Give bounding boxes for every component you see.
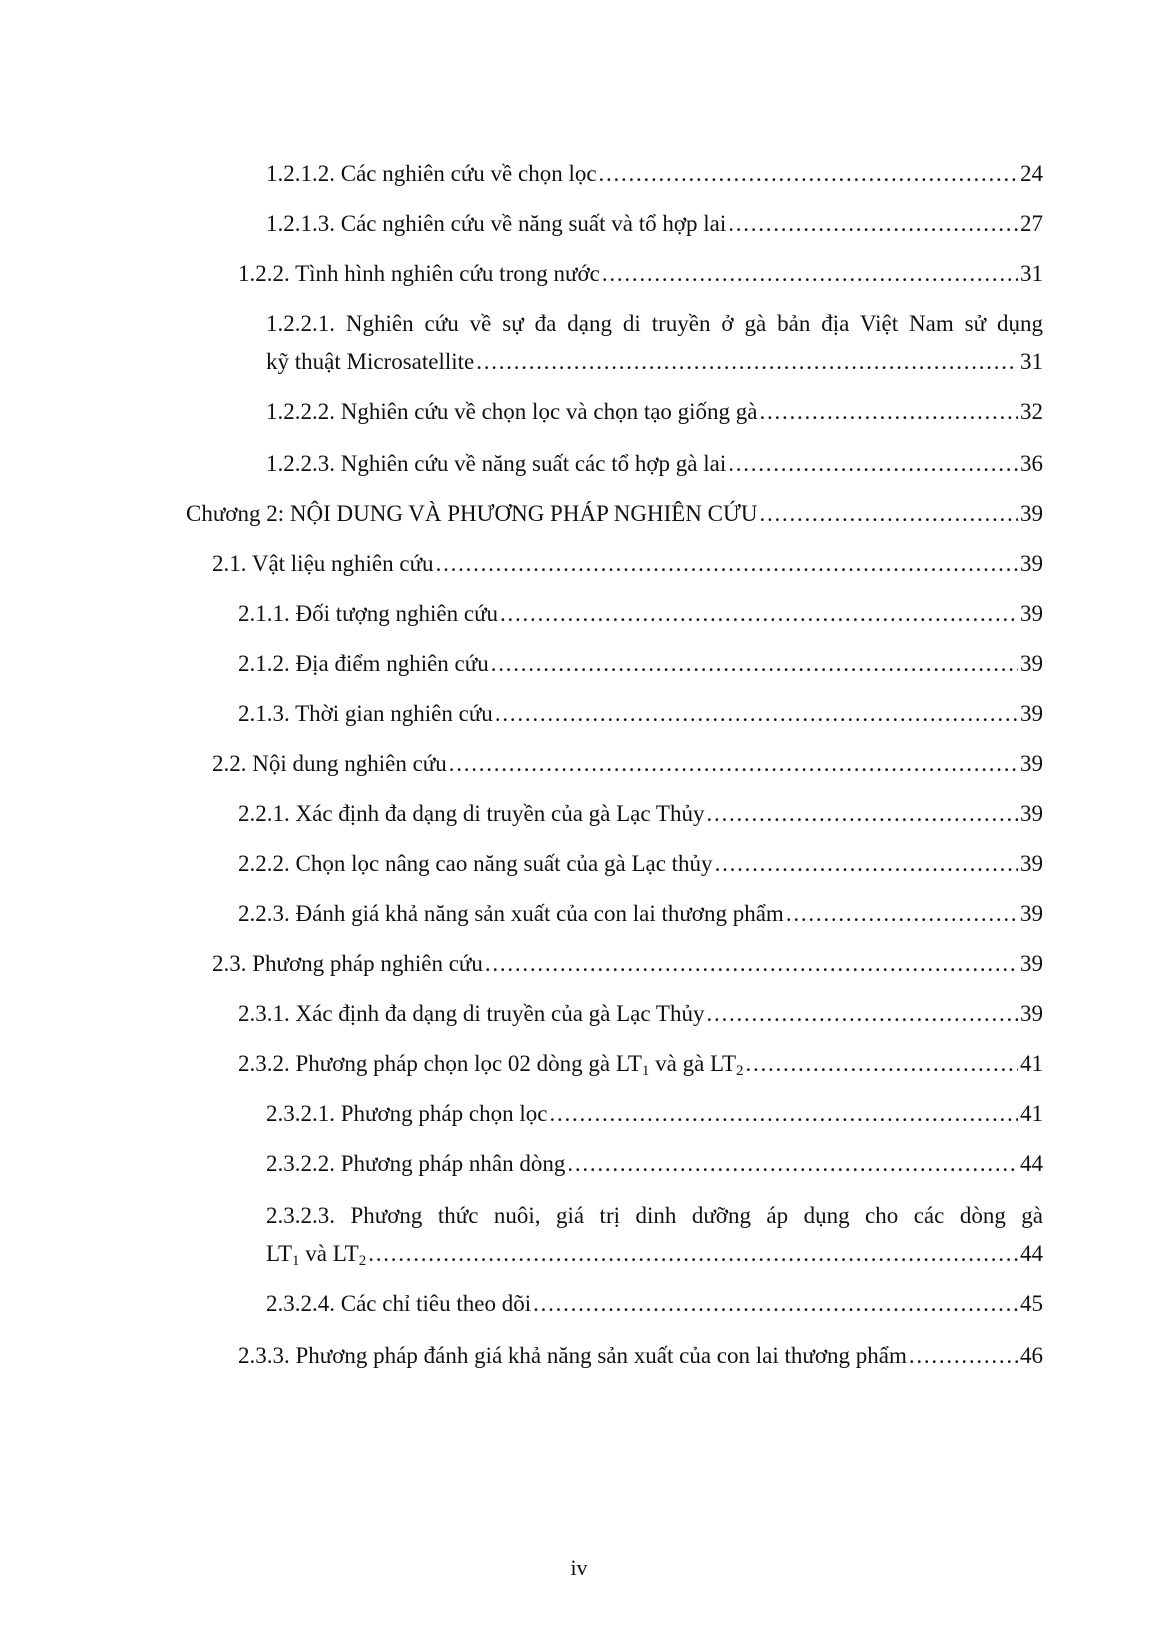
toc-entry-page: 36 [1020, 451, 1043, 476]
toc-entry-title-line1: 2.3.2.3. Phương thức nuôi, giá trị dinh dưỡng áp dụng cho các dòng gà [266, 1203, 1043, 1228]
toc-entry[interactable] [266, 310, 1043, 376]
toc-entry-title: kỹ thuật Microsatellite [266, 349, 475, 374]
toc-entry[interactable] [266, 160, 1043, 188]
toc-entry-title: 2.3. Phương pháp nghiên cứu [212, 951, 483, 976]
toc-entry[interactable] [266, 210, 1043, 238]
toc-entry[interactable] [238, 900, 1043, 928]
dot-leader [495, 700, 1018, 728]
toc-entry-title: 1.2.2.3. Nghiên cứu về năng suất các tổ hợp gà lai [266, 451, 727, 476]
dot-leader [759, 500, 1018, 528]
toc-entry[interactable] [266, 1290, 1043, 1318]
toc-entry-page: 31 [1020, 349, 1043, 374]
toc-entry-title: 2.2. Nội dung nghiên cứu [212, 751, 447, 776]
dot-leader [728, 450, 1018, 478]
dot-leader [567, 1150, 1018, 1178]
toc-entry-title: 2.1. Vật liệu nghiên cứu [212, 551, 434, 576]
toc-entry-title: 1.2.2.2. Nghiên cứu về chọn lọc và chọn tạo giống gà [266, 399, 758, 424]
dot-leader [368, 1240, 1018, 1268]
toc-entry-title: 2.1.1. Đối tượng nghiên cứu [238, 601, 499, 626]
dot-leader [706, 1000, 1018, 1028]
dot-leader [746, 1050, 1018, 1078]
toc-entry-page: 24 [1020, 161, 1043, 186]
toc-entry-page: 39 [1020, 651, 1043, 676]
toc-entry[interactable] [238, 1000, 1043, 1028]
toc-entry-chapter[interactable] [186, 500, 1043, 528]
toc-entry-title: 2.3.2.2. Phương pháp nhân dòng [266, 1151, 566, 1176]
toc-entry-title: 2.2.2. Chọn lọc nâng cao năng suất của gà Lạc thủy [238, 851, 713, 876]
dot-leader [533, 1290, 1018, 1318]
toc-entry-title: 2.3.1. Xác định đa dạng di truyền của gà Lạc Thủy [238, 1001, 705, 1026]
toc-entry[interactable] [238, 850, 1043, 878]
toc-entry-page: 39 [1020, 951, 1043, 976]
dot-leader [491, 650, 1018, 678]
dot-leader [602, 260, 1018, 288]
toc-entry-title: 1.2.1.2. Các nghiên cứu về chọn lọc [266, 161, 597, 186]
toc-entry[interactable] [238, 1050, 1043, 1078]
toc-entry-page: 32 [1020, 399, 1043, 424]
toc-entry[interactable] [238, 700, 1043, 728]
toc-entry-title: 1.2.1.3. Các nghiên cứu về năng suất và tổ hợp lai [266, 211, 727, 236]
dot-leader [476, 348, 1018, 376]
toc-entry[interactable] [212, 950, 1043, 978]
dot-leader [599, 160, 1018, 188]
dot-leader [449, 750, 1018, 778]
toc-entry-title: 1.2.2. Tình hình nghiên cứu trong nước [238, 261, 600, 286]
dot-leader [706, 800, 1018, 828]
dot-leader [760, 398, 1018, 426]
toc-entry[interactable] [266, 398, 1043, 426]
toc-entry[interactable] [266, 1100, 1043, 1128]
toc-entry-page: 39 [1020, 601, 1043, 626]
toc-entry-page: 39 [1020, 701, 1043, 726]
page-number: iv [570, 1555, 588, 1580]
toc-entry-page: 41 [1020, 1101, 1043, 1126]
toc-entry[interactable] [238, 800, 1043, 828]
toc-entry[interactable] [238, 1342, 1043, 1370]
toc-entry-title: 2.1.3. Thời gian nghiên cứu [238, 701, 493, 726]
dot-leader [485, 950, 1018, 978]
toc-entry-page: 45 [1020, 1291, 1043, 1316]
toc-entry-title: 2.2.3. Đánh giá khả năng sản xuất của con lai thương phẩm [238, 901, 784, 926]
toc-entry-title: 2.2.1. Xác định đa dạng di truyền của gà Lạc Thủy [238, 801, 705, 826]
toc-entry-title: 2.3.2.1. Phương pháp chọn lọc [266, 1101, 548, 1126]
dot-leader [715, 850, 1018, 878]
dot-leader [728, 210, 1018, 238]
toc-entry-page: 27 [1020, 211, 1043, 236]
toc-entry-title: Chương 2: NỘI DUNG VÀ PHƯƠNG PHÁP NGHIÊN CỨU [186, 501, 758, 526]
toc-entry[interactable] [266, 1202, 1043, 1268]
toc-entry-page: 39 [1020, 901, 1043, 926]
toc-entry-page: 41 [1020, 1051, 1043, 1076]
toc-entry-title: 2.3.2.4. Các chỉ tiêu theo dõi [266, 1291, 532, 1316]
toc-entry-page: 39 [1020, 551, 1043, 576]
dot-leader [786, 900, 1018, 928]
toc-entry-title: 2.3.2. Phương pháp chọn lọc 02 dòng gà $LT_1$ và gà $LT_2$ [238, 1051, 744, 1079]
toc-entry-page: 39 [1020, 1001, 1043, 1026]
dot-leader [909, 1342, 1018, 1370]
toc-entry[interactable] [266, 1150, 1043, 1178]
dot-leader [549, 1100, 1018, 1128]
toc-entry-page: 39 [1020, 751, 1043, 776]
toc-entry-title: 2.3.3. Phương pháp đánh giá khả năng sản xuất của con lai thương phẩm [238, 1343, 907, 1368]
toc-entry[interactable] [212, 750, 1043, 778]
toc-entry-page: 44 [1020, 1151, 1043, 1176]
toc-entry-page: 39 [1020, 801, 1043, 826]
toc-entry[interactable] [238, 260, 1043, 288]
toc-entry[interactable] [212, 550, 1043, 578]
toc-entry-page: 39 [1020, 851, 1043, 876]
toc-entry[interactable] [266, 450, 1043, 478]
toc-entry-page: 44 [1020, 1241, 1043, 1266]
toc-entry-title: 2.1.2. Địa điểm nghiên cứu [238, 651, 489, 676]
dot-leader [500, 600, 1018, 628]
toc-entry-title-line1: 1.2.2.1. Nghiên cứu về sự đa dạng di truyền ở gà bản địa Việt Nam sử dụng [266, 311, 1043, 336]
toc-entry-page: 31 [1020, 261, 1043, 286]
toc-entry-page: 39 [1020, 501, 1043, 526]
toc-entry-title: $LT_1$ và $LT_2$ [266, 1241, 367, 1269]
toc-entry[interactable] [238, 600, 1043, 628]
toc-entry-page: 46 [1020, 1343, 1043, 1368]
dot-leader [436, 550, 1018, 578]
toc-entry[interactable] [238, 650, 1043, 678]
